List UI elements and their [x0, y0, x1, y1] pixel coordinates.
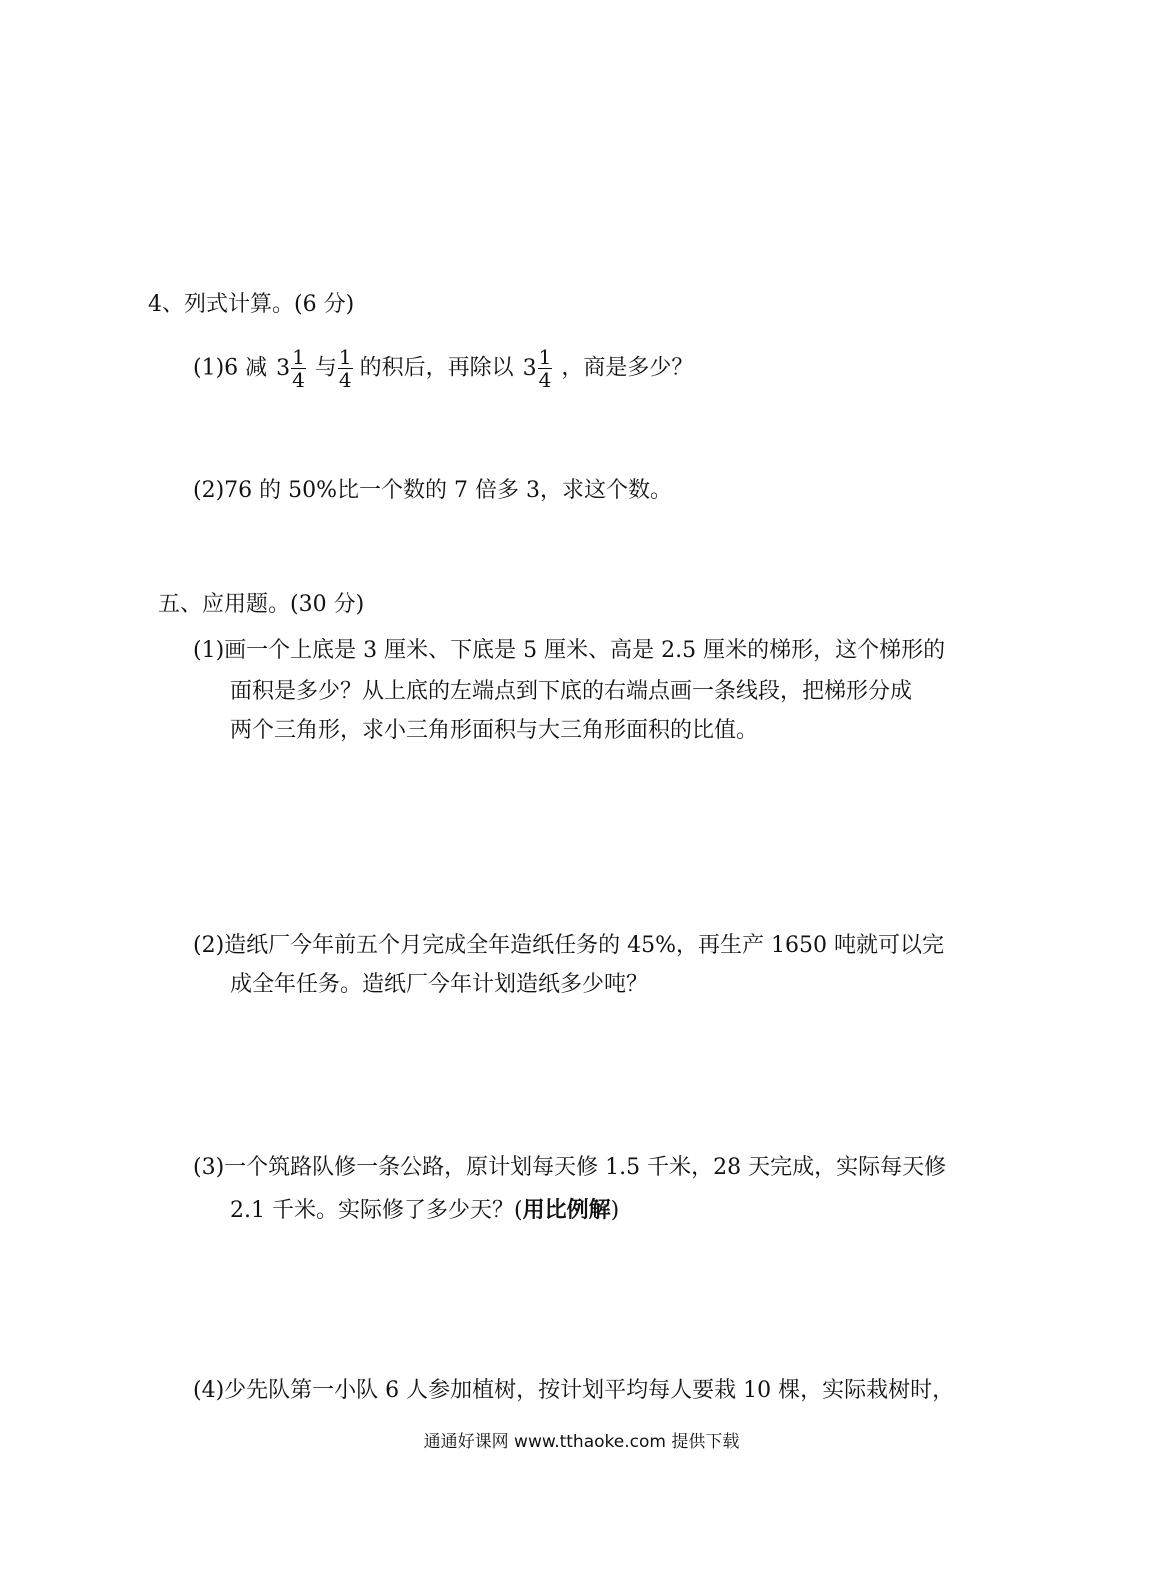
fraction-1-4: $\frac{1}{4}$: [338, 345, 352, 392]
section5-q2-line2: 成全年任务。造纸厂今年计划造纸多少吨？: [230, 972, 649, 997]
section5-heading: 五、应用题。(30 分): [158, 592, 365, 617]
q1-middle: 的积后，再除以: [352, 355, 521, 381]
section5-q2-line1: (2)造纸厂今年前五个月完成全年造纸任务的 45%，再生产 1650 吨就可以完: [193, 933, 945, 958]
section5-q4-line1: (4)少先队第一小队 6 人参加植树，按计划平均每人要栽 10 棵，实际栽树时，: [193, 1378, 955, 1403]
method-emphasis: 用比例解: [522, 1197, 611, 1222]
section5-q1-line3: 两个三角形，求小三角形面积与大三角形面积的比值。: [230, 718, 759, 743]
section4-question-1: [193, 347, 693, 390]
section4-heading: 4、列式计算。(6 分): [148, 292, 355, 317]
section5-q3-line1: (3)一个筑路队修一条公路，原计划每天修 1.5 千米，28 天完成，实际每天修: [193, 1155, 947, 1180]
q1-suffix: ，商是多少？: [554, 355, 694, 381]
mixed-number-1: 3 $\frac{1}{4}$: [276, 345, 305, 392]
footer-credit: 通通好课网 www.tthaoke.com 提供下载: [423, 1432, 740, 1452]
section5-q3-line2: 2.1 千米。实际修了多少天？(用比例解): [230, 1197, 620, 1223]
section5-q1-line1: (1)画一个上底是 3 厘米、下底是 5 厘米、高是 2.5 厘米的梯形，这个梯形的: [193, 638, 946, 663]
q1-prefix: (1)6 减: [193, 355, 275, 381]
section5-q1-line2: 面积是多少？从上底的左端点到下底的右端点画一条线段，把梯形分成: [230, 679, 913, 704]
q1-connector: 与: [307, 355, 337, 381]
section4-question-2: (2)76 的 50%比一个数的 7 倍多 3，求这个数。: [193, 478, 673, 503]
mixed-number-2: 3 $\frac{1}{4}$: [522, 345, 552, 392]
